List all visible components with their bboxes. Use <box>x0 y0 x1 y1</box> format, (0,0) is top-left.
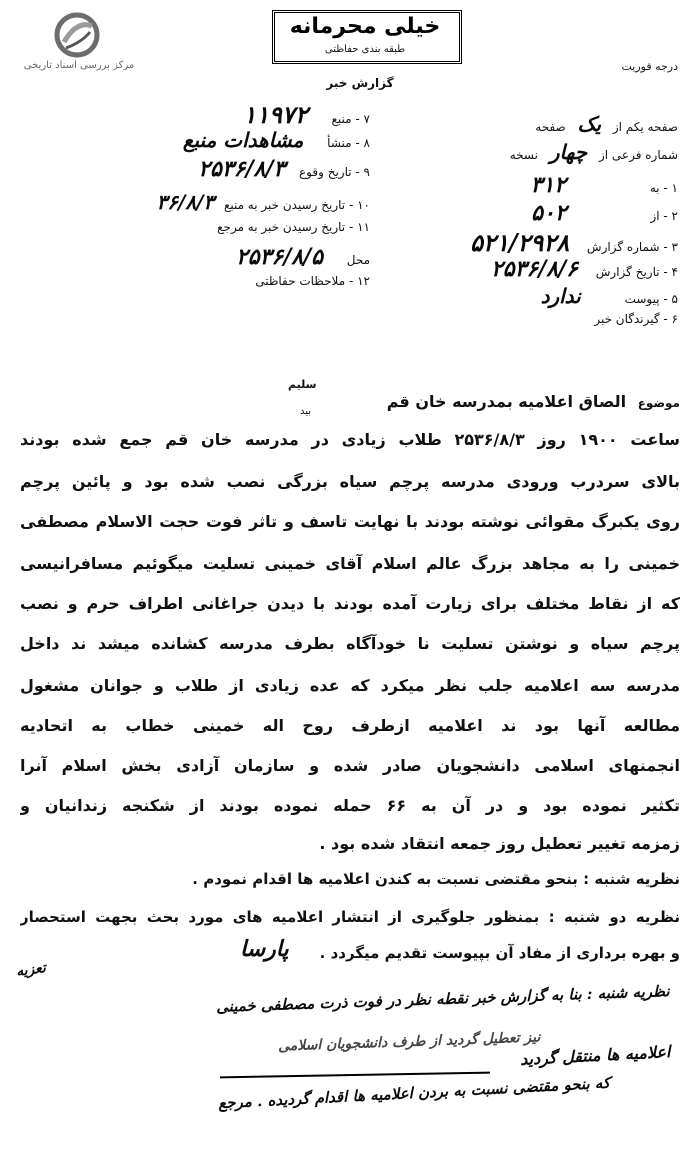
handwritten-line: اعلامیه ها منتقل گردید <box>519 1042 671 1069</box>
body-line: بالای سردرب ورودی مدرسه پرچم سیاه بزرگی نصب شده بود و پائین پرچم <box>20 472 680 491</box>
field-value: ۳۱۲ <box>530 172 566 198</box>
body-line: مطالعه آنها بود ند اعلامیه ازطرف روح اله خمینی خطاب به اتحادیه <box>20 716 680 735</box>
handwritten-line: که بنحو مقتضی نسبت به بردن اعلامیه ها اقدام گردیده . مرجع <box>217 1073 611 1113</box>
opinion-monday: نظریه دو شنبه : بمنظور جلوگیری از انتشار اعلامیه های مورد بحث بجهت استحصار <box>20 908 680 926</box>
body-line: که از نقاط مختلف برای زیارت آمده بودند با دیدن جراغانی اطراف حرم و نصب <box>20 594 680 613</box>
field-value: ۵۲۱/۲۹۲۸ <box>470 228 570 257</box>
field-value: ندارد <box>540 284 581 308</box>
field-label: ۲ - از <box>650 209 678 223</box>
field-value: چهار <box>549 140 588 164</box>
underline-stroke <box>220 1072 490 1079</box>
handwritten-line: نظریه شنبه : بنا به گزارش خبر نقطه نظر در فوت ذرت مصطفی خمینی <box>216 982 671 1016</box>
field-label: ۶ - گیرندگان خبر <box>594 312 678 326</box>
field-value: یک <box>577 112 602 136</box>
handwritten-line: تعزیه <box>15 960 47 980</box>
subject-text: الصاق اعلامیه بمدرسه خان قم <box>386 392 627 411</box>
field-label: ۳ - شماره گزارش <box>586 240 678 254</box>
margin-note-top: سلیم <box>288 378 317 391</box>
field-from <box>398 200 678 226</box>
classification-label: خیلی محرمانه <box>289 14 441 39</box>
field-label: ۹ - تاریخ وقوع <box>299 165 370 179</box>
body-line: روی یکبرگ مقوائی نوشته بودند با نهایت تاسف و تاثر فوت حجت الاسلام مصطفی <box>20 512 680 531</box>
body-line: پرچم سیاه و نوشتن تسلیت نا خودآگاه بطرف مدرسه کشانده میشد ند داخل <box>20 634 680 653</box>
field-label: ۴ - تاریخ گزارش <box>595 265 678 279</box>
body-line: تکثیر نموده بود و در آن به ۶۶ حمله نموده بودند از شکنجه زندانیان و <box>20 796 680 815</box>
body-line: ساعت ۱۹۰۰ روز ۲۵۳۶/۸/۳ طلاب زیادی در مدرسه خان قم جمع شده بودند <box>20 430 680 449</box>
field-to <box>398 172 678 198</box>
field-label: ۱۲ - ملاحظات حفاظتی <box>255 274 370 288</box>
field-label: ۷ - منبع <box>331 112 370 126</box>
field-suffix: صفحه <box>535 120 566 134</box>
field-label: ۵ - پیوست <box>624 292 678 306</box>
field-report-date <box>398 256 678 282</box>
archive-logo-icon <box>52 12 102 58</box>
field-label: ۱۰ - تاریخ رسیدن خبر به منبع <box>223 198 370 212</box>
body-line: خمینی را به مجاهد بزرگ عالم اسلام آقای خمینی تسلیت میگوئیم مسافرانیسی <box>20 554 680 573</box>
margin-note-mid: بید <box>300 406 312 417</box>
field-label: شماره فرعی از <box>598 148 678 162</box>
subject-line <box>280 392 680 411</box>
field-value: ۳۶/۸/۳ <box>156 190 215 214</box>
field-suffix: نسخه <box>509 148 538 162</box>
form-title: گزارش خبر <box>326 76 394 90</box>
field-copy <box>398 140 678 164</box>
field-origin <box>70 128 370 152</box>
field-value: ۲۵۳۶/۸/۵ <box>235 244 323 270</box>
field-security-notes <box>70 274 370 288</box>
field-value: ۵۰۲ <box>531 200 567 226</box>
field-source-received-date <box>34 190 370 214</box>
classification-sublabel: طبقه بندی حفاظتی <box>324 44 406 55</box>
subject-label: موضوع <box>637 396 680 410</box>
urgency-label: درجه فوریت <box>621 60 678 73</box>
body-line: مدرسه سه اعلامیه جلب نظر میکرد که عده زیادی از طلاب و جوانان مشغول <box>20 676 680 695</box>
body-line: زمزمه تغییر تعطیل روز جمعه انتقاد شده بود . <box>319 834 680 853</box>
opinion-monday-cont: و بهره برداری از مفاد آن بپیوست تقدیم میگردد . <box>319 944 680 962</box>
body-line: انجمنهای اسلامی دانشجویان صادر شده و سازمان آزادی بخش اسلام آنرا <box>20 756 680 775</box>
field-label: صفحه یکم از <box>612 120 678 134</box>
opinion-saturday: نظریه شنبه : بنحو مقتضی نسبت به کندن اعلامیه ها اقدام نمودم . <box>192 870 680 888</box>
field-source <box>70 100 370 129</box>
field-value: ۲۵۳۶/۸/۶ <box>490 256 578 282</box>
field-value: مشاهدات منبع <box>182 128 304 152</box>
field-recipients <box>398 312 678 326</box>
field-attachment <box>398 284 678 308</box>
handwritten-line: نیز تعطیل گردید از طرف دانشجویان اسلامی <box>277 1029 541 1055</box>
watermark-text: مرکز بررسی اسناد تاریخی <box>23 60 135 71</box>
field-value: ۲۵۳۶/۸/۳ <box>198 156 286 182</box>
field-report-number <box>398 228 678 257</box>
field-label: ۸ - منشأ <box>327 136 370 150</box>
field-label: ۱ - به <box>649 181 678 195</box>
field-occurrence-date <box>70 156 370 182</box>
field-label: محل <box>346 253 370 267</box>
field-label: ۱۱ - تاریخ رسیدن خبر به مرجع <box>217 220 370 234</box>
field-value: ۱۱۹۷۲ <box>243 100 308 129</box>
field-location <box>70 244 370 270</box>
field-page <box>398 112 678 136</box>
signature: پارسا <box>240 936 289 962</box>
field-reference-received-date <box>70 220 370 234</box>
